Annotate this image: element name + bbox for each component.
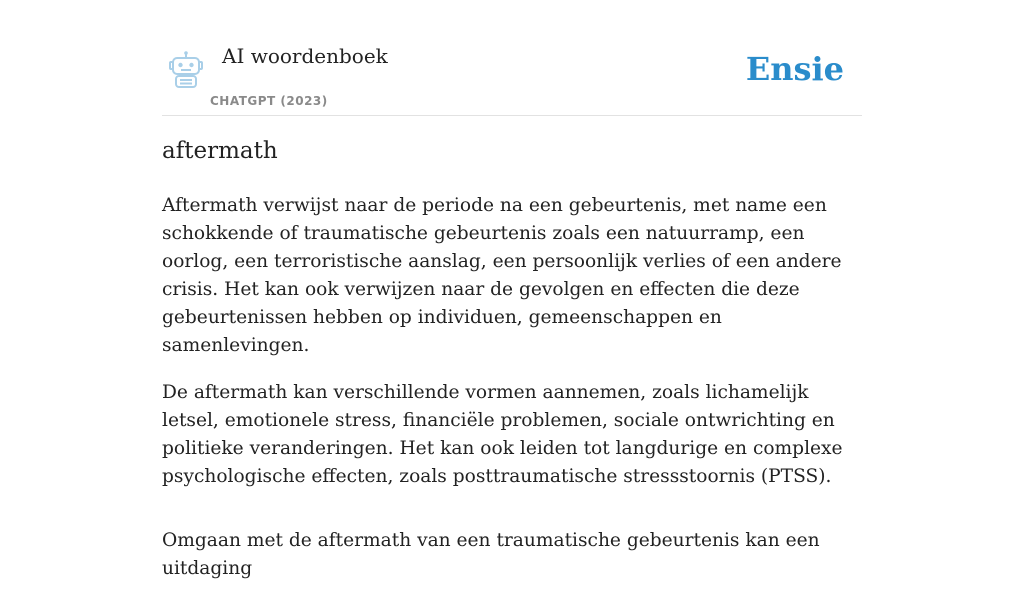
entry-definition [162,192,862,602]
dictionary-header [162,0,862,116]
definition-paragraph: Omgaan met de aftermath van een traumatische gebeurtenis kan een uitdaging [162,530,820,579]
robot-icon [166,50,206,90]
content-container [162,0,862,579]
brand-logo[interactable]: Ensie [745,50,844,88]
entry-term: aftermath [162,138,278,164]
definition-paragraph: Aftermath verwijst naar de periode na een gebeurtenis, met name een schokkende of traumatische gebeurtenis zoals een natuurramp, een oorlog, een terroristische aanslag, een persoonlijk verlies of een andere crisis. Het kan ook verwijzen naar de gevolgen en effecten die deze gebeurtenissen hebben op individuen, gemeenschappen en samenlevingen. [162,195,842,356]
dictionary-source: CHATGPT (2023) [210,94,328,108]
definition-paragraph: De aftermath kan verschillende vormen aannemen, zoals lichamelijk letsel, emotionele stress, financiële problemen, sociale ontwrichting en politieke veranderingen. Het kan ook leiden tot langdurige en complexe psychologische effecten, zoals posttraumatische stressstoornis (PTSS). [162,382,843,487]
dictionary-title[interactable]: AI woordenboek [222,44,388,68]
